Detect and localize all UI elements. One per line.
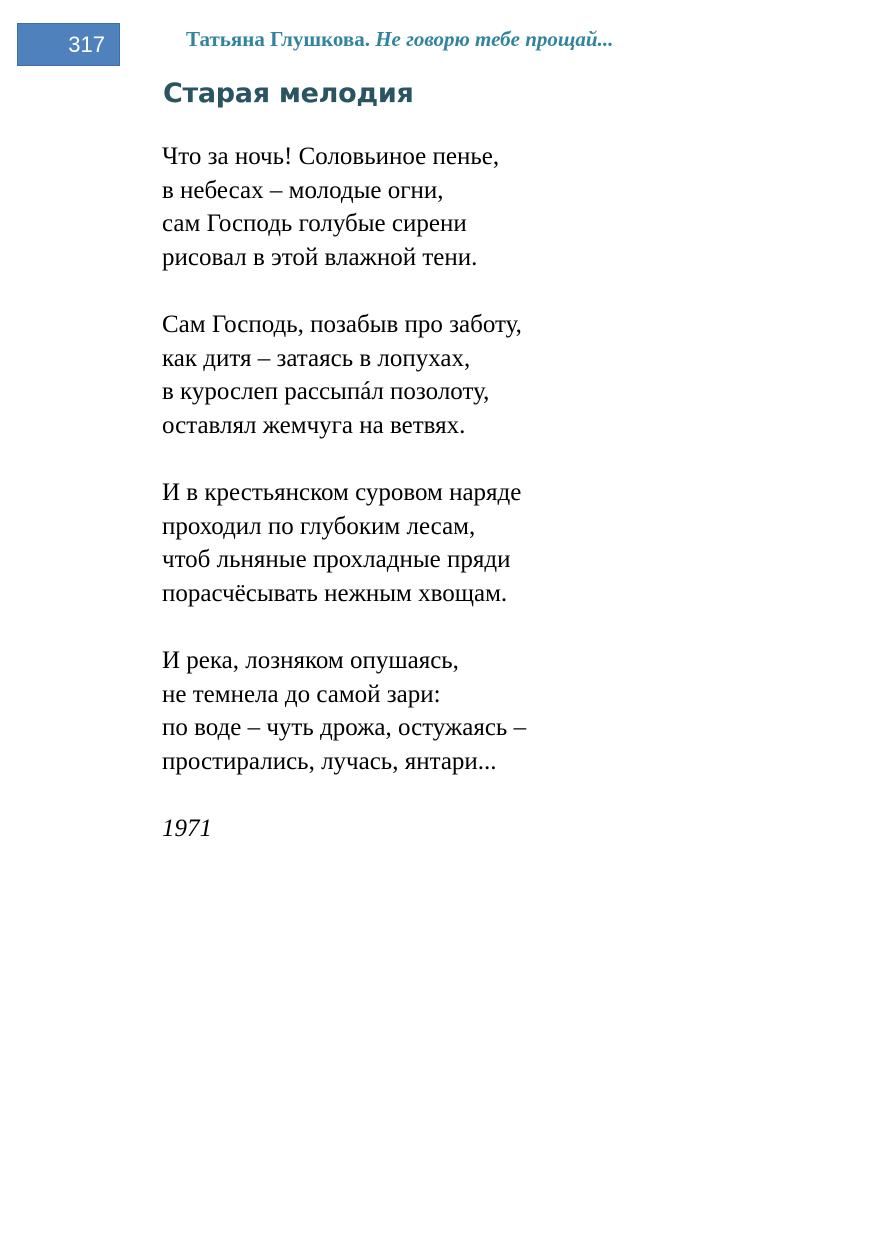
header-book-title: Не говорю тебе прощай... [375,27,614,51]
poem-line: оставлял жемчуга на ветвях. [162,411,466,439]
poem-line: рисовал в этой влажной тени. [162,243,478,271]
poem-line: по воде – чуть дрожа, остужаясь – [162,714,527,742]
page-number-badge [17,23,120,66]
poem-line: простирались, лучась, янтари... [162,747,497,775]
poem-date: 1971 [162,814,212,842]
poem-line: как дитя – затаясь в лопухах, [162,344,471,372]
stanza [162,140,526,274]
running-header [186,26,613,52]
poem-line: чтоб льняные прохладные пряди [162,546,511,574]
poem-line: в курослеп рассыпáл позолоту, [162,378,490,406]
poem-line: И река, лозняком опушаясь, [162,646,459,674]
poem-title: Старая мелодия [163,78,414,109]
page-number: 317 [68,32,105,57]
stanza [162,308,526,442]
poem-line: И в крестьянском суровом наряде [162,478,522,506]
poem-line: в небесах – молодые огни, [162,176,444,204]
stanza [162,476,526,610]
poem-line: сам Господь голубые сирени [162,210,467,238]
poem-line: не темнела до самой зари: [162,680,441,708]
header-author: Татьяна Глушкова. [186,27,370,51]
stanza [162,644,526,778]
poem-line: проходил по глубоким лесам, [162,512,476,540]
poem-line: порасчёсывать нежным хвощам. [162,579,508,607]
poem-body [162,140,526,845]
poem-line: Что за ночь! Соловьиное пенье, [162,143,500,170]
poem-line: Сам Господь, позабыв про заботу, [162,310,522,338]
